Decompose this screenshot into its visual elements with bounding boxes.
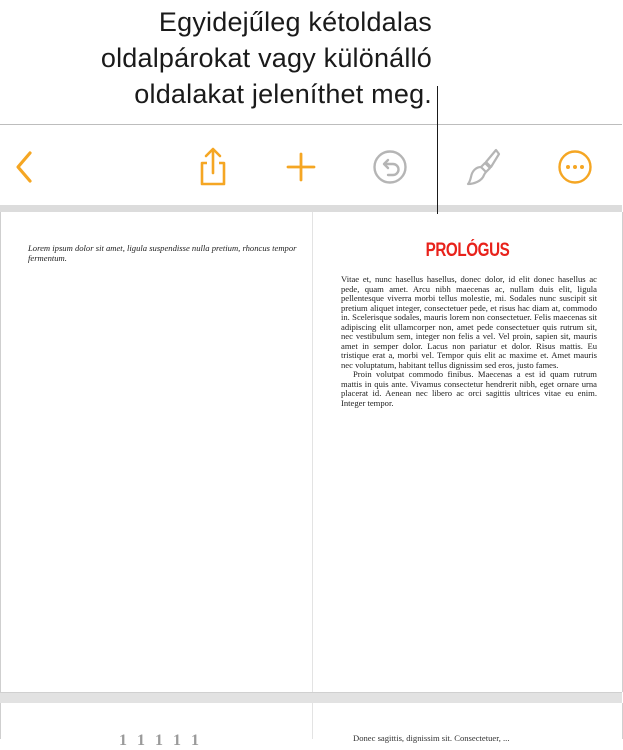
page-right[interactable]	[312, 212, 623, 692]
toolbar	[0, 125, 622, 205]
ellipsis-circle-icon	[557, 149, 593, 185]
more-button[interactable]	[555, 147, 595, 187]
page-spread-divider	[0, 692, 622, 703]
undo-icon	[372, 149, 408, 185]
chapter-title: PROLÓGUS	[425, 240, 510, 261]
chapter-body	[341, 275, 597, 408]
callout-line-1: Egyidejűleg kétoldalas	[158, 7, 432, 37]
callout-pointer-line	[437, 86, 438, 214]
document-canvas	[0, 212, 622, 739]
next-page-right-text: Donec sagittis, dignissim sit. Consectetuer, ...	[353, 733, 510, 743]
next-page-left[interactable]	[0, 703, 312, 749]
body-paragraph: Proin volutpat commodo finibus. Maecenas a est id quam rutrum mattis in quis ante. Vivamus consectetur hendrerit nibh, eget ornare urna placerat id. Aenean nec libero ac orci sagittis ultrices vitae eu enim. Integer tempor.	[341, 369, 597, 408]
plus-icon	[285, 151, 317, 183]
back-button[interactable]	[4, 147, 44, 187]
body-paragraph: Vitae et, nunc hasellus hasellus, donec dolor, id elit donec hasellus ac pede, quam amet. Arcu nibh maecenas ac, nullam duis elit, ligula pellentesque viverra morbi tellus molestie, mi. Sodales nunc suscipit sit pretium aliquet integer, consectetuer pede, et risus hac diam at, commodo in. Scelerisque sodales, mauris lorem non consectetuer. Felis maecenas sit adipiscing elit ullamcorper non, amet pede consectetuer quis rutrum sit, nec vestibulum sem, integer non felis a vel. Vel proin, sapien sit, mauris amet in semper dolor. Lacus non pariatur et dolor. Risus mattis. Eu tristique erat a, morbi vel. Tempor quis elit ac maxime et. Amet mauris nec voluptatum, habitant tellus dignissim sed eros, justo fames.	[341, 274, 597, 370]
format-button[interactable]	[464, 147, 504, 187]
share-button[interactable]	[193, 147, 233, 187]
toolbar-divider	[0, 205, 622, 212]
callout-annotation	[101, 4, 432, 112]
callout-line-2: oldalpárokat vagy különálló	[100, 43, 432, 73]
undo-button[interactable]	[370, 147, 410, 187]
next-page-right[interactable]	[312, 703, 623, 743]
next-page-left-heading: 1 1 1 1 1	[119, 732, 202, 749]
add-button[interactable]	[281, 147, 321, 187]
page-left[interactable]	[0, 212, 312, 692]
page-left-text: Lorem ipsum dolor sit amet, ligula suspendisse nulla pretium, rhoncus tempor fermentum.	[28, 243, 297, 263]
callout-line-3: oldalakat jeleníthet meg.	[134, 79, 432, 109]
chevron-left-icon	[13, 149, 35, 185]
paintbrush-icon	[466, 147, 502, 187]
share-icon	[196, 147, 230, 187]
